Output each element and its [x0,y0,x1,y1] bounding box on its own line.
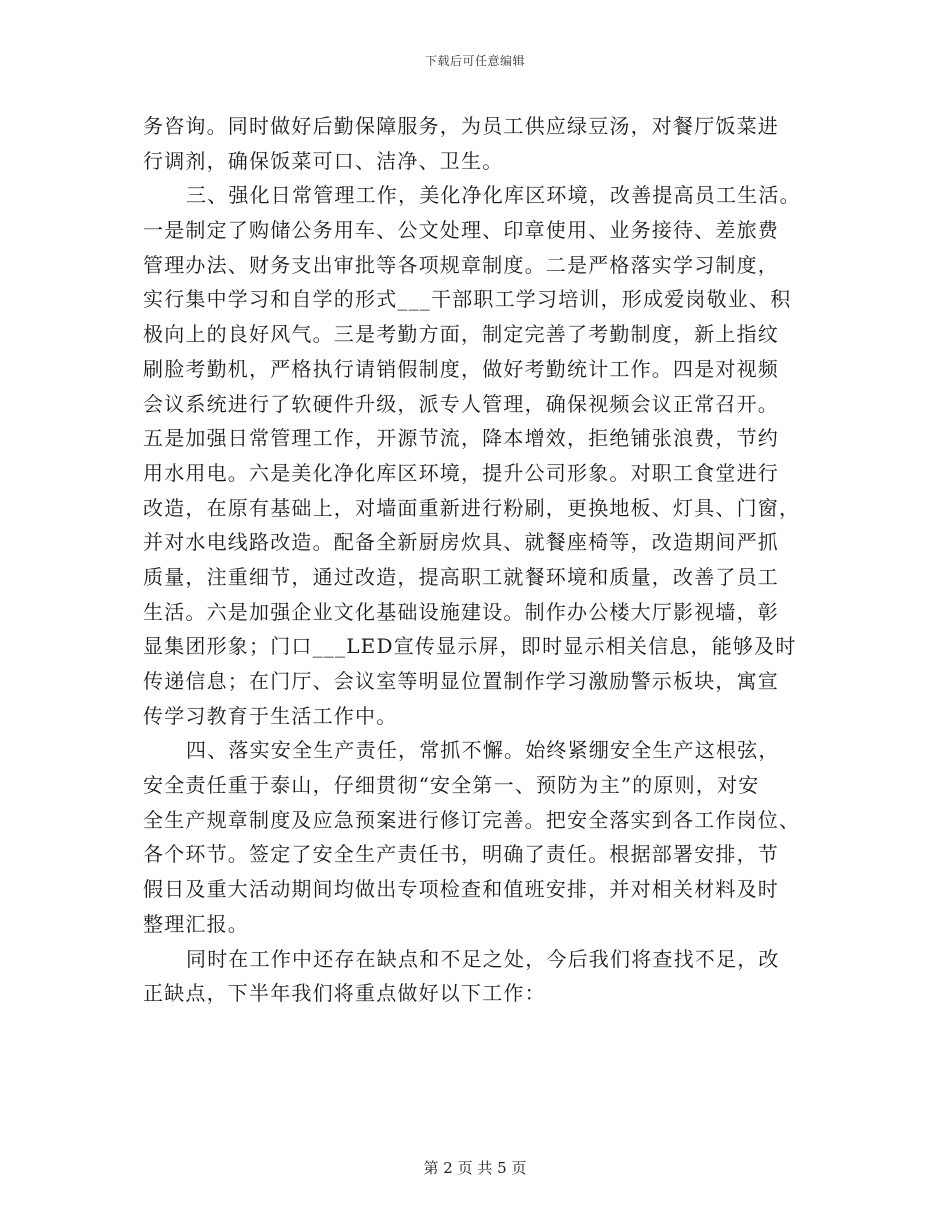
text-line: 各个环节。签定了安全生产责任书，明确了责任。根据部署安排，节 [143,842,779,867]
text-line: 用水用电。六是美化净化库区环境，提升公司形象。对职工食堂进行 [143,460,779,485]
text-line: 全生产规章制度及应急预案进行修订完善。把安全落实到各工作岗位、 [143,807,801,832]
page-header: 下载后可任意编辑 [424,54,525,68]
text-line: 务咨询。同时做好后勤保障服务，为员工供应绿豆汤，对餐厅饭菜进 [143,114,779,138]
text-line: 行调剂，确保饭菜可口、洁净、卫生。 [143,148,504,173]
text-line: 安全责任重于泰山，仔细贯彻“安全第一、预防为主”的原则，对安 [143,773,760,798]
text-line: 刷脸考勤机，严格执行请销假制度，做好考勤统计工作。四是对视频 [143,356,779,381]
text-line: 显集团形象；门口___LED宣传显示屏，即时显示相关信息，能够及时 [143,634,797,659]
text-line: 正缺点，下半年我们将重点做好以下工作： [143,981,546,1006]
text-line: 生活。六是加强企业文化基础设施建设。制作办公楼大厅影视墙，彰 [143,599,779,624]
text-line: 实行集中学习和自学的形式___干部职工学习培训，形成爱岗敬业、积 [143,287,792,312]
text-line: 整理汇报。 [143,911,249,936]
text-line: 质量，注重细节，通过改造，提高职工就餐环境和质量，改善了员工 [143,564,779,589]
text-line: 传递信息；在门厅、会议室等明显位置制作学习激励警示板块，寓宣 [143,669,779,693]
document-body [143,109,809,1011]
text-line: 极向上的良好风气。三是考勤方面，制定完善了考勤制度，新上指纹 [143,322,779,347]
paragraph-start-line: 同时在工作中还存在缺点和不足之处，今后我们将查找不足，改 [186,946,780,971]
text-line: 一是制定了购储公务用车、公文处理、印章使用、业务接待、差旅费 [143,218,779,243]
text-line: 传学习教育于生活工作中。 [143,703,398,728]
paragraph-start-line: 三、强化日常管理工作，美化净化库区环境，改善提高员工生活。 [186,183,801,208]
page-footer: 第 2 页 共 5 页 [423,1159,527,1177]
text-line: 假日及重大活动期间均做出专项检查和值班安排，并对相关材料及时 [143,877,779,902]
text-line: 会议系统进行了软硬件升级，派专人管理，确保视频会议正常召开。 [143,391,779,416]
text-line: 并对水电线路改造。配备全新厨房炊具、就餐座椅等，改造期间严抓 [143,530,779,555]
text-line: 五是加强日常管理工作，开源节流，降本增效，拒绝铺张浪费，节约 [143,426,779,451]
text-line: 管理办法、财务支出审批等各项规章制度。二是严格落实学习制度， [143,252,779,277]
text-line: 改造，在原有基础上，对墙面重新进行粉刷，更换地板、灯具、门窗， [143,495,801,520]
paragraph-start-line: 四、落实安全生产责任，常抓不懈。始终紧绷安全生产这根弦， [186,738,780,763]
